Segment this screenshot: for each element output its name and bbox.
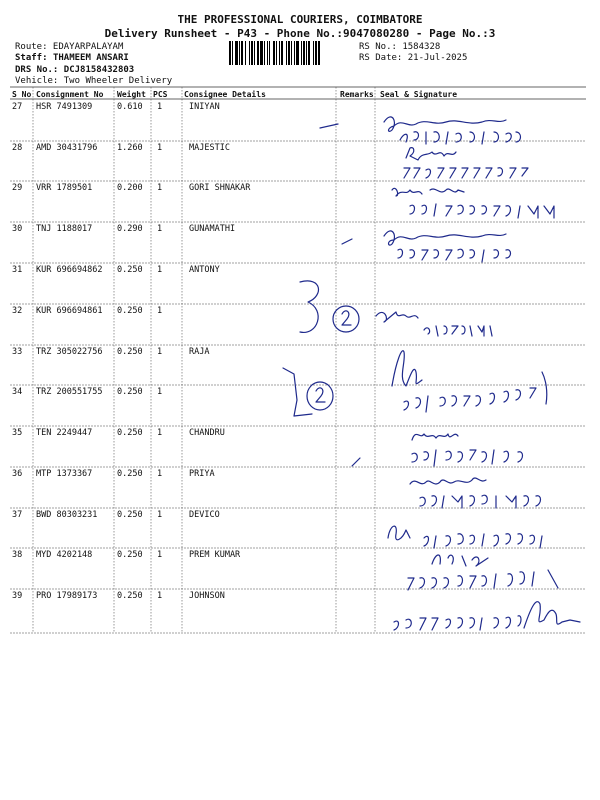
cell-sno: 31 bbox=[12, 265, 23, 275]
cell-weight: 0.250 bbox=[117, 510, 143, 520]
cell-sno: 36 bbox=[12, 469, 23, 479]
cell-consignment: HSR 7491309 bbox=[36, 102, 93, 112]
cell-consignee: CHANDRU bbox=[189, 428, 225, 438]
cell-consignee: PRIYA bbox=[189, 469, 215, 479]
cell-pcs: 1 bbox=[157, 143, 163, 153]
cell-consignment: VRR 1789501 bbox=[36, 183, 93, 193]
cell-weight: 0.250 bbox=[117, 550, 143, 560]
cell-consignee: GORI SHNAKAR bbox=[189, 183, 251, 193]
cell-consignee: GUNAMATHI bbox=[189, 224, 236, 234]
cell-weight: 0.250 bbox=[117, 347, 143, 357]
col-header-weight: Weight bbox=[117, 90, 146, 99]
cell-consignee: RAJA bbox=[189, 347, 210, 357]
cell-consignee: MAJESTIC bbox=[189, 143, 230, 153]
cell-consignment: MTP 1373367 bbox=[36, 469, 93, 479]
col-header-pcs: PCS bbox=[153, 90, 168, 99]
cell-consignee: DEVICO bbox=[189, 510, 220, 520]
cell-pcs: 1 bbox=[157, 102, 163, 112]
cell-weight: 0.250 bbox=[117, 591, 143, 601]
runsheet-subtitle: Delivery Runsheet - P43 - Phone No.:9047080280 - Page No.:3 bbox=[104, 27, 496, 40]
cell-pcs: 1 bbox=[157, 183, 163, 193]
cell-consignment: KUR 696694861 bbox=[36, 306, 103, 316]
rs-number: RS No.: 1584328 bbox=[359, 42, 441, 52]
cell-consignment: TRZ 200551755 bbox=[36, 387, 103, 397]
cell-consignee: PREM KUMAR bbox=[189, 550, 241, 560]
col-header-consignment: Consignment No bbox=[36, 90, 104, 99]
col-header-sno: S No bbox=[12, 90, 32, 99]
cell-sno: 39 bbox=[12, 591, 23, 601]
cell-pcs: 1 bbox=[157, 591, 163, 601]
cell-consignee: JOHNSON bbox=[189, 591, 225, 601]
cell-sno: 38 bbox=[12, 550, 23, 560]
col-header-consignee: Consignee Details bbox=[184, 90, 266, 99]
vehicle-label: Vehicle: Two Wheeler Delivery bbox=[15, 76, 173, 86]
cell-weight: 0.250 bbox=[117, 265, 143, 275]
company-title: THE PROFESSIONAL COURIERS, COIMBATORE bbox=[177, 13, 423, 26]
cell-consignee: INIYAN bbox=[189, 102, 220, 112]
cell-consignment: TRZ 305022756 bbox=[36, 347, 103, 357]
cell-sno: 28 bbox=[12, 143, 23, 153]
cell-weight: 0.250 bbox=[117, 387, 143, 397]
cell-pcs: 1 bbox=[157, 469, 163, 479]
cell-consignment: AMD 30431796 bbox=[36, 143, 98, 153]
cell-sno: 32 bbox=[12, 306, 23, 316]
cell-pcs: 1 bbox=[157, 347, 163, 357]
cell-consignment: PRO 17989173 bbox=[36, 591, 98, 601]
cell-weight: 0.610 bbox=[117, 102, 143, 112]
cell-sno: 33 bbox=[12, 347, 23, 357]
cell-consignment: KUR 696694862 bbox=[36, 265, 103, 275]
staff-label: Staff: bbox=[15, 53, 48, 63]
cell-consignment: TNJ 1188017 bbox=[36, 224, 93, 234]
drs-number: DCJ8158432803 bbox=[63, 65, 135, 75]
staff-name: THAMEEM ANSARI bbox=[52, 53, 129, 63]
cell-pcs: 1 bbox=[157, 550, 163, 560]
cell-sno: 30 bbox=[12, 224, 23, 234]
cell-weight: 1.260 bbox=[117, 143, 143, 153]
cell-weight: 0.250 bbox=[117, 428, 143, 438]
cell-weight: 0.290 bbox=[117, 224, 143, 234]
cell-pcs: 1 bbox=[157, 387, 163, 397]
cell-sno: 27 bbox=[12, 102, 23, 112]
cell-sno: 34 bbox=[12, 387, 23, 397]
cell-sno: 29 bbox=[12, 183, 23, 193]
cell-pcs: 1 bbox=[157, 224, 163, 234]
cell-weight: 0.250 bbox=[117, 306, 143, 316]
cell-pcs: 1 bbox=[157, 428, 163, 438]
cell-consignment: TEN 2249447 bbox=[36, 428, 93, 438]
cell-pcs: 1 bbox=[157, 510, 163, 520]
cell-weight: 0.200 bbox=[117, 183, 143, 193]
rs-date: RS Date: 21-Jul-2025 bbox=[359, 53, 468, 63]
cell-sno: 37 bbox=[12, 510, 23, 520]
cell-sno: 35 bbox=[12, 428, 23, 438]
cell-consignment: MYD 4202148 bbox=[36, 550, 93, 560]
cell-consignee: ANTONY bbox=[189, 265, 220, 275]
cell-pcs: 1 bbox=[157, 306, 163, 316]
col-header-seal-signature: Seal & Signature bbox=[380, 90, 458, 99]
cell-consignment: BWD 80303231 bbox=[36, 510, 98, 520]
cell-weight: 0.250 bbox=[117, 469, 143, 479]
col-header-remarks: Remarks bbox=[340, 90, 374, 99]
cell-pcs: 1 bbox=[157, 265, 163, 275]
route-label: Route: EDAYARPALAYAM bbox=[15, 42, 124, 52]
drs-label: DRS No.: bbox=[15, 65, 59, 75]
